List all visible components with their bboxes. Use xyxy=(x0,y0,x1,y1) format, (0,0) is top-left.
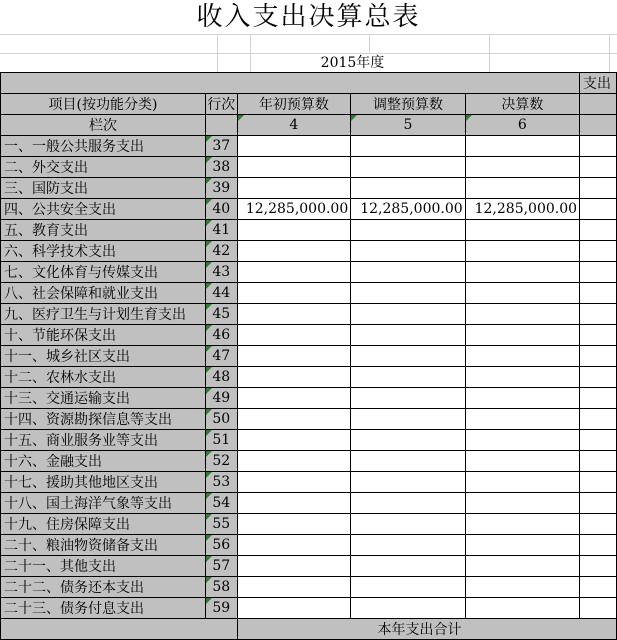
initial-budget-cell[interactable] xyxy=(237,409,351,430)
row-no-cell-value: 57 xyxy=(212,558,231,574)
initial-col-number[interactable] xyxy=(237,115,351,136)
item-cell-value: 六、科学技术支出 xyxy=(4,244,116,260)
item-cell[interactable] xyxy=(1,409,206,430)
header-row-columns xyxy=(1,94,617,115)
overflow-cell[interactable] xyxy=(580,430,617,451)
table-row xyxy=(1,598,617,619)
initial-budget-cell[interactable] xyxy=(237,199,351,220)
table-row xyxy=(1,220,617,241)
adjusted-budget-header[interactable] xyxy=(351,94,465,115)
table-row xyxy=(1,346,617,367)
row-no-cell[interactable] xyxy=(206,367,237,388)
row-no-cell-value: 50 xyxy=(212,411,231,427)
adjusted-budget-cell[interactable] xyxy=(351,367,465,388)
adjusted-budget-label: 调整预算数 xyxy=(372,97,443,113)
total-row xyxy=(1,619,617,640)
overflow-cell[interactable] xyxy=(580,178,617,199)
row-no-cell[interactable] xyxy=(206,304,237,325)
table-row xyxy=(1,493,617,514)
overflow-cell[interactable] xyxy=(580,556,617,577)
final-accounts-cell[interactable] xyxy=(465,472,579,493)
table-row xyxy=(1,577,617,598)
initial-budget-cell[interactable] xyxy=(237,136,351,157)
overflow-cell[interactable] xyxy=(580,346,617,367)
row-no-cell[interactable] xyxy=(206,451,237,472)
row-no-cell-value: 59 xyxy=(212,600,231,616)
initial-budget-cell[interactable] xyxy=(237,283,351,304)
final-accounts-cell[interactable] xyxy=(465,535,579,556)
initial-col-number-label: 4 xyxy=(289,117,299,133)
row-no-cell[interactable] xyxy=(206,577,237,598)
gridline xyxy=(489,34,490,72)
item-cell-value: 七、文化体育与传媒支出 xyxy=(4,265,158,281)
final-accounts-cell[interactable] xyxy=(465,199,579,220)
row-no-cell[interactable] xyxy=(206,136,237,157)
column-number-row xyxy=(1,115,617,136)
item-cell-value: 十六、金融支出 xyxy=(4,454,102,470)
adjusted-budget-cell[interactable] xyxy=(351,493,465,514)
initial-budget-cell[interactable] xyxy=(237,430,351,451)
table-row xyxy=(1,556,617,577)
item-cell[interactable] xyxy=(1,304,206,325)
row-no-cell[interactable] xyxy=(206,556,237,577)
adjusted-budget-cell[interactable] xyxy=(351,514,465,535)
item-cell-value: 十七、援助其他地区支出 xyxy=(4,475,158,491)
item-cell[interactable] xyxy=(1,157,206,178)
final-accounts-cell[interactable] xyxy=(465,367,579,388)
initial-budget-cell[interactable] xyxy=(237,367,351,388)
item-cell-value: 二十三、债务付息支出 xyxy=(4,601,144,617)
row-no-cell[interactable] xyxy=(206,472,237,493)
initial-budget-cell[interactable] xyxy=(237,493,351,514)
row-no-cell[interactable] xyxy=(206,430,237,451)
table-row xyxy=(1,325,617,346)
initial-budget-cell[interactable] xyxy=(237,388,351,409)
expense-table xyxy=(0,72,617,640)
initial-budget-header[interactable] xyxy=(237,94,351,115)
adjusted-budget-cell[interactable] xyxy=(351,157,465,178)
final-accounts-cell[interactable] xyxy=(465,157,579,178)
overflow-cell[interactable] xyxy=(580,157,617,178)
row-no-cell[interactable] xyxy=(206,409,237,430)
adjusted-budget-cell[interactable] xyxy=(351,451,465,472)
item-cell[interactable] xyxy=(1,325,206,346)
expense-group-label: 支出 xyxy=(583,76,612,92)
table-row xyxy=(1,514,617,535)
adjusted-budget-cell[interactable] xyxy=(351,598,465,619)
column-label: 栏次 xyxy=(89,118,118,134)
overflow-cell[interactable] xyxy=(580,388,617,409)
adjusted-budget-cell[interactable] xyxy=(351,199,465,220)
row-no-cell-value: 55 xyxy=(212,516,231,532)
initial-budget-cell[interactable] xyxy=(237,598,351,619)
final-accounts-cell[interactable] xyxy=(465,136,579,157)
row-no-cell[interactable] xyxy=(206,220,237,241)
final-accounts-cell[interactable] xyxy=(465,241,579,262)
final-accounts-cell[interactable] xyxy=(465,388,579,409)
initial-budget-label: 年初预算数 xyxy=(258,97,329,113)
final-accounts-cell[interactable] xyxy=(465,451,579,472)
final-col-number[interactable] xyxy=(465,115,579,136)
final-accounts-cell[interactable] xyxy=(465,556,579,577)
final-accounts-cell[interactable] xyxy=(465,430,579,451)
item-cell[interactable] xyxy=(1,367,206,388)
row-no-cell[interactable] xyxy=(206,346,237,367)
table-row xyxy=(1,157,617,178)
header-overflow-cell[interactable] xyxy=(580,94,617,115)
initial-budget-cell[interactable] xyxy=(237,346,351,367)
item-cell-value: 二十一、其他支出 xyxy=(4,559,116,575)
overflow-cell[interactable] xyxy=(580,493,617,514)
row-no-cell-value: 37 xyxy=(212,138,231,154)
final-accounts-cell[interactable] xyxy=(465,598,579,619)
item-cell-value: 十九、住房保障支出 xyxy=(4,517,130,533)
row-no-cell-value: 39 xyxy=(212,180,231,196)
item-cell-value: 十四、资源勘探信息等支出 xyxy=(4,412,172,428)
item-cell[interactable] xyxy=(1,577,206,598)
overflow-cell[interactable] xyxy=(580,283,617,304)
adjusted-budget-cell[interactable] xyxy=(351,388,465,409)
table-row xyxy=(1,535,617,556)
overflow-cell[interactable] xyxy=(580,472,617,493)
item-cell[interactable] xyxy=(1,535,206,556)
row-no-cell-value: 49 xyxy=(212,390,231,406)
overflow-cell[interactable] xyxy=(580,304,617,325)
item-cell-value: 十八、国土海洋气象等支出 xyxy=(4,496,172,512)
item-cell-value: 二十、粮油物资储备支出 xyxy=(4,538,158,554)
row-no-cell-value: 47 xyxy=(212,348,231,364)
table-row xyxy=(1,241,617,262)
gridline xyxy=(0,34,617,35)
table-row xyxy=(1,304,617,325)
row-no-cell[interactable] xyxy=(206,535,237,556)
final-accounts-cell[interactable] xyxy=(465,577,579,598)
row-no-cell[interactable] xyxy=(206,325,237,346)
initial-budget-cell[interactable] xyxy=(237,262,351,283)
initial-budget-cell-value: 12,285,000.00 xyxy=(245,201,349,217)
row-no-cell-value: 46 xyxy=(212,327,231,343)
item-cell-value: 五、教育支出 xyxy=(4,223,88,239)
item-cell[interactable] xyxy=(1,451,206,472)
initial-budget-cell[interactable] xyxy=(237,220,351,241)
item-column-header[interactable] xyxy=(1,94,206,115)
adjusted-budget-cell[interactable] xyxy=(351,220,465,241)
adjusted-budget-cell-value: 12,285,000.00 xyxy=(360,201,463,217)
overflow-cell[interactable] xyxy=(580,136,617,157)
row-no-cell-value: 58 xyxy=(212,579,231,595)
item-cell[interactable] xyxy=(1,556,206,577)
initial-budget-cell[interactable] xyxy=(237,157,351,178)
final-accounts-label: 决算数 xyxy=(501,97,544,113)
row-no-cell-value: 40 xyxy=(212,201,231,217)
item-cell-value: 九、医疗卫生与计划生育支出 xyxy=(4,307,186,323)
adjusted-budget-cell[interactable] xyxy=(351,409,465,430)
row-no-cell[interactable] xyxy=(206,199,237,220)
item-cell-value: 十二、农林水支出 xyxy=(4,370,116,386)
adjusted-budget-cell[interactable] xyxy=(351,346,465,367)
item-cell-value: 十三、交通运输支出 xyxy=(4,391,130,407)
column-number-blank[interactable] xyxy=(206,115,237,136)
initial-budget-cell[interactable] xyxy=(237,241,351,262)
item-cell[interactable] xyxy=(1,472,206,493)
row-no-cell-value: 53 xyxy=(212,474,231,490)
adjusted-budget-cell[interactable] xyxy=(351,283,465,304)
row-no-cell[interactable] xyxy=(206,157,237,178)
item-cell[interactable] xyxy=(1,262,206,283)
table-row xyxy=(1,451,617,472)
row-no-cell[interactable] xyxy=(206,241,237,262)
table-row xyxy=(1,409,617,430)
final-col-number-label: 6 xyxy=(517,117,527,133)
row-no-cell-value: 54 xyxy=(212,495,231,511)
overflow-cell[interactable] xyxy=(580,220,617,241)
table-row xyxy=(1,430,617,451)
item-column-label: 项目(按功能分类) xyxy=(48,97,158,113)
table-row xyxy=(1,472,617,493)
row-no-cell-value: 51 xyxy=(212,432,231,448)
adjusted-budget-cell[interactable] xyxy=(351,262,465,283)
row-no-cell[interactable] xyxy=(206,178,237,199)
final-accounts-cell[interactable] xyxy=(465,325,579,346)
row-no-cell-value: 43 xyxy=(212,264,231,280)
item-cell[interactable] xyxy=(1,241,206,262)
adjusted-budget-cell[interactable] xyxy=(351,325,465,346)
final-accounts-cell[interactable] xyxy=(465,283,579,304)
overflow-cell[interactable] xyxy=(580,409,617,430)
final-accounts-cell[interactable] xyxy=(465,304,579,325)
item-cell[interactable] xyxy=(1,199,206,220)
row-no-cell[interactable] xyxy=(206,388,237,409)
final-accounts-cell[interactable] xyxy=(465,493,579,514)
final-accounts-cell-value: 12,285,000.00 xyxy=(474,201,578,217)
row-no-cell[interactable] xyxy=(206,283,237,304)
adjusted-budget-cell[interactable] xyxy=(351,556,465,577)
item-cell[interactable] xyxy=(1,178,206,199)
overflow-cell[interactable] xyxy=(580,514,617,535)
header-blank[interactable] xyxy=(1,73,580,94)
row-no-cell-value: 42 xyxy=(212,243,231,259)
item-cell-value: 四、公共安全支出 xyxy=(4,202,116,218)
item-cell[interactable] xyxy=(1,346,206,367)
total-label-cell[interactable] xyxy=(237,619,617,640)
item-cell[interactable] xyxy=(1,283,206,304)
initial-budget-cell[interactable] xyxy=(237,451,351,472)
final-accounts-header[interactable] xyxy=(465,94,579,115)
row-no-cell[interactable] xyxy=(206,262,237,283)
table-row xyxy=(1,199,617,220)
adjusted-budget-cell[interactable] xyxy=(351,178,465,199)
item-cell[interactable] xyxy=(1,598,206,619)
row-no-column-header[interactable] xyxy=(206,94,237,115)
header-row-group xyxy=(1,73,617,94)
item-cell[interactable] xyxy=(1,136,206,157)
gridline xyxy=(609,34,610,72)
item-cell[interactable] xyxy=(1,430,206,451)
row-no-cell[interactable] xyxy=(206,493,237,514)
item-cell-value: 十一、城乡社区支出 xyxy=(4,349,130,365)
item-cell-value: 八、社会保障和就业支出 xyxy=(4,286,158,302)
row-no-cell-value: 48 xyxy=(212,369,231,385)
initial-budget-cell[interactable] xyxy=(237,325,351,346)
page-title: 收入支出决算总表 xyxy=(196,2,421,32)
item-cell-value: 二、外交支出 xyxy=(4,160,88,176)
initial-budget-cell[interactable] xyxy=(237,514,351,535)
initial-budget-cell[interactable] xyxy=(237,472,351,493)
item-cell-value: 十、节能环保支出 xyxy=(4,328,116,344)
total-label: 本年支出合计 xyxy=(377,622,462,638)
row-no-cell-value: 38 xyxy=(212,159,231,175)
adjusted-budget-cell[interactable] xyxy=(351,430,465,451)
item-cell-value: 一、一般公共服务支出 xyxy=(4,139,144,155)
table-row xyxy=(1,388,617,409)
table-row xyxy=(1,283,617,304)
expense-group-header[interactable] xyxy=(580,73,617,94)
row-no-cell-value: 52 xyxy=(212,453,231,469)
overflow-cell[interactable] xyxy=(580,577,617,598)
initial-budget-cell[interactable] xyxy=(237,577,351,598)
gridline xyxy=(369,34,370,54)
row-no-cell-value: 56 xyxy=(212,537,231,553)
item-cell[interactable] xyxy=(1,514,206,535)
row-no-column-label: 行次 xyxy=(207,97,236,113)
row-no-cell[interactable] xyxy=(206,514,237,535)
adjusted-budget-cell[interactable] xyxy=(351,577,465,598)
row-no-cell-value: 44 xyxy=(212,285,231,301)
final-accounts-cell[interactable] xyxy=(465,514,579,535)
final-accounts-cell[interactable] xyxy=(465,220,579,241)
table-row xyxy=(1,262,617,283)
adjusted-budget-cell[interactable] xyxy=(351,241,465,262)
overflow-cell[interactable] xyxy=(580,199,617,220)
total-blank[interactable] xyxy=(1,619,238,640)
adjusted-budget-cell[interactable] xyxy=(351,136,465,157)
item-cell-value: 十五、商业服务业等支出 xyxy=(4,433,158,449)
adjusted-col-number[interactable] xyxy=(351,115,465,136)
item-cell-value: 二十二、债务还本支出 xyxy=(4,580,144,596)
year-label: 2015年度 xyxy=(320,55,385,71)
overflow-cell[interactable] xyxy=(580,535,617,556)
table-row xyxy=(1,367,617,388)
row-no-cell-value: 45 xyxy=(212,306,231,322)
initial-budget-cell[interactable] xyxy=(237,556,351,577)
overflow-cell[interactable] xyxy=(580,451,617,472)
item-cell[interactable] xyxy=(1,388,206,409)
initial-budget-cell[interactable] xyxy=(237,178,351,199)
row-no-cell[interactable] xyxy=(206,598,237,619)
adjusted-budget-cell[interactable] xyxy=(351,535,465,556)
overflow-cell[interactable] xyxy=(580,241,617,262)
initial-budget-cell[interactable] xyxy=(237,535,351,556)
final-accounts-cell[interactable] xyxy=(465,178,579,199)
column-number-overflow[interactable] xyxy=(580,115,617,136)
overflow-cell[interactable] xyxy=(580,598,617,619)
item-cell[interactable] xyxy=(1,493,206,514)
adjusted-budget-cell[interactable] xyxy=(351,472,465,493)
table-row xyxy=(1,136,617,157)
column-label-cell[interactable] xyxy=(1,115,206,136)
item-cell[interactable] xyxy=(1,220,206,241)
overflow-cell[interactable] xyxy=(580,325,617,346)
adjusted-col-number-label: 5 xyxy=(403,117,413,133)
initial-budget-cell[interactable] xyxy=(237,304,351,325)
final-accounts-cell[interactable] xyxy=(465,409,579,430)
table-row xyxy=(1,178,617,199)
overflow-cell[interactable] xyxy=(580,367,617,388)
adjusted-budget-cell[interactable] xyxy=(351,304,465,325)
row-no-cell-value: 41 xyxy=(212,222,231,238)
item-cell-value: 三、国防支出 xyxy=(4,181,88,197)
final-accounts-cell[interactable] xyxy=(465,262,579,283)
final-accounts-cell[interactable] xyxy=(465,346,579,367)
overflow-cell[interactable] xyxy=(580,262,617,283)
